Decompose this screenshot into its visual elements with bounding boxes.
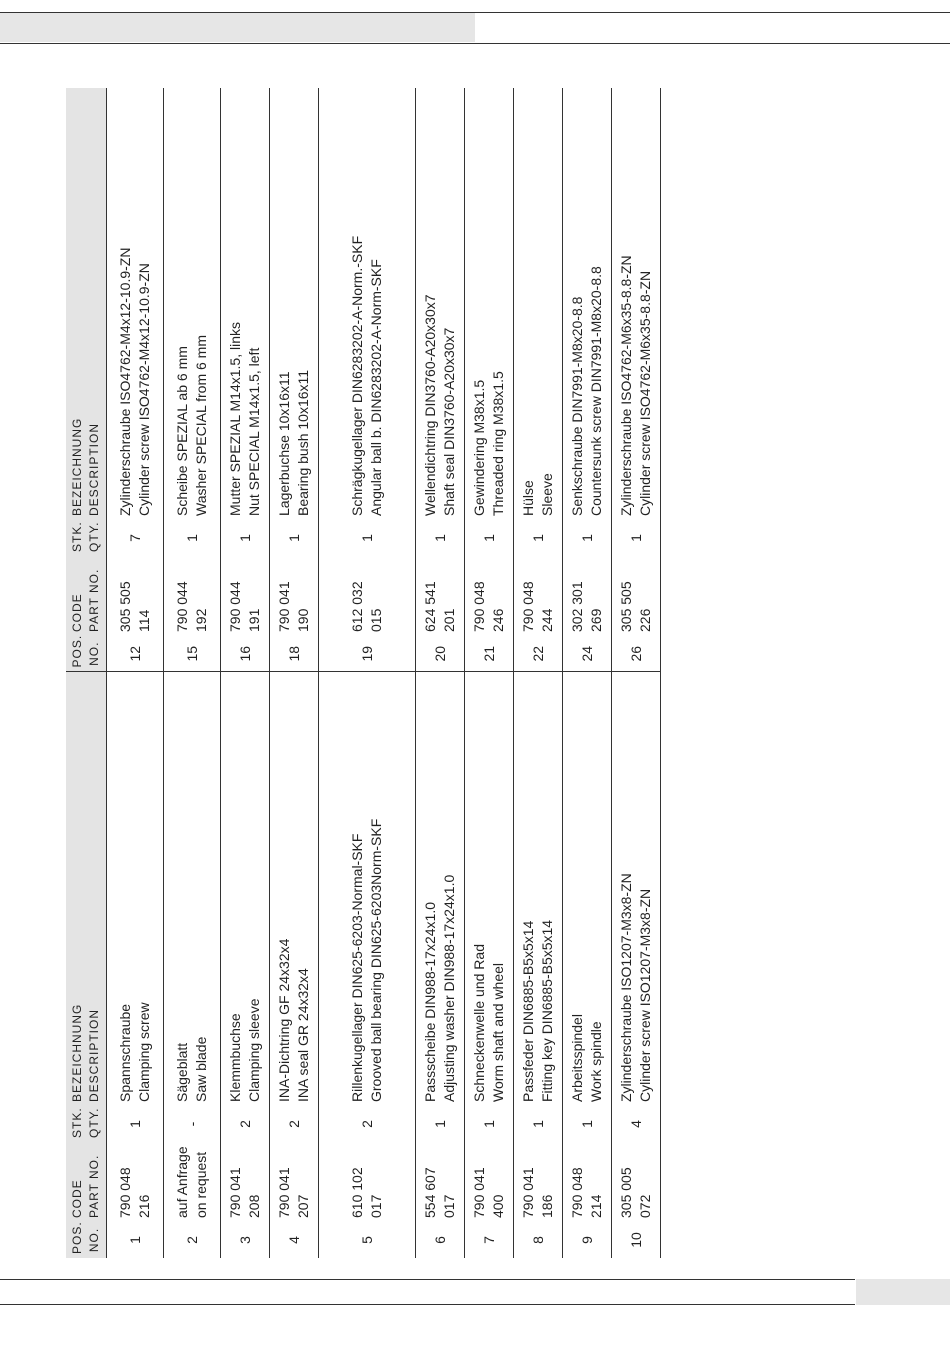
pos-cell: 5 (358, 1236, 375, 1244)
desc-cell: Senkschraube DIN7991-M8x20-8.8 Countersunk screw DIN7991-M8x20-8.8 (569, 266, 604, 516)
desc-cell: Passscheibe DIN988-17x24x1.0 Adjusting washer DIN988-17x24x1.0 (422, 874, 457, 1102)
qty-cell: 1 (358, 534, 375, 542)
code-cell: 790 041 186 (520, 1167, 555, 1218)
qty-cell: 1 (236, 534, 253, 542)
code-cell: 790 048 244 (520, 581, 555, 632)
col-desc-header-2: BEZEICHNUNG DESCRIPTION (66, 88, 107, 520)
code-cell: 624 541 201 (422, 581, 457, 632)
pos-cell: 1 (126, 1236, 143, 1244)
code-cell: 790 044 192 (174, 581, 209, 632)
qty-cell: 1 (480, 1120, 497, 1128)
table-row (416, 88, 465, 1258)
code-cell: 612 032 015 (349, 581, 384, 632)
table-row (563, 88, 612, 1258)
col-pos-header-2: POS. NO. (66, 636, 107, 672)
table-row (164, 88, 221, 1258)
qty-cell: 1 (431, 534, 448, 542)
desc-cell: Mutter SPEZIAL M14x1.5, links Nut SPECIAL M14x1.5, left (227, 322, 262, 516)
code-cell: 790 041 400 (471, 1167, 506, 1218)
pos-cell: 21 (465, 636, 514, 672)
desc-cell: Rillenkugellager DIN625-6203-Normal-SKF Grooved ball bearing DIN625-6203Norm-SKF (349, 818, 384, 1102)
qty-cell: 7 (126, 534, 143, 542)
col-qty-header-2: STK. QTY. (66, 520, 107, 556)
desc-cell: Scheibe SPEZIAL ab 6 mm Washer SPECIAL from 6 mm (174, 334, 209, 516)
qty-cell: 4 (627, 1120, 644, 1128)
qty-cell: 1 (431, 1120, 448, 1128)
desc-cell: Hülse Sleeve (520, 473, 555, 516)
pos-cell: 2 (183, 1236, 200, 1244)
desc-cell: INA-Dichtring GF 24x32x4 INA seal GR 24x32x4 (276, 938, 311, 1102)
code-cell: 790 048 216 (117, 1167, 152, 1218)
table-row (514, 88, 563, 1258)
code-cell: 790 041 208 (227, 1167, 262, 1218)
qty-cell: - (183, 1121, 200, 1127)
code-cell: auf Anfrage on request (174, 1146, 209, 1218)
pos-cell: 4 (285, 1236, 302, 1244)
qty-cell: 1 (183, 534, 200, 542)
qty-cell: 1 (285, 534, 302, 542)
parts-list (66, 88, 776, 1258)
footer-rule-top (0, 1279, 855, 1280)
pos-cell: 6 (431, 1236, 448, 1244)
col-qty-header: STK. QTY. (66, 1106, 107, 1142)
pos-cell: 15 (164, 636, 221, 672)
pos-cell: 12 (107, 636, 164, 672)
qty-cell: 1 (480, 534, 497, 542)
qty-cell: 2 (358, 1120, 375, 1128)
code-cell: 554 607 017 (422, 1167, 457, 1218)
desc-cell: Zylinderschraube ISO4762-M6x35-8.8-ZN Cylinder screw ISO4762-M6x35-8.8-ZN (618, 255, 653, 516)
table-header-row (66, 88, 107, 1258)
code-cell: 305 505 226 (618, 581, 653, 632)
pos-cell: 19 (319, 636, 416, 672)
pos-cell: 16 (221, 636, 270, 672)
code-cell: 790 041 207 (276, 1167, 311, 1218)
qty-cell: 1 (627, 534, 644, 542)
table-row (465, 88, 514, 1258)
pos-cell: 7 (480, 1236, 497, 1244)
desc-cell: Sägeblatt Saw blade (174, 1036, 209, 1102)
desc-cell: Schrägkugellager DIN6283202-A-Norm.-SKF Angular ball b. DIN6283202-A-Norm-SKF (349, 235, 384, 516)
pos-cell: 24 (563, 636, 612, 672)
col-pos-header: POS. NO. (66, 1222, 107, 1258)
footer-band (856, 1279, 950, 1305)
qty-cell: 2 (285, 1120, 302, 1128)
qty-cell: 1 (126, 1120, 143, 1128)
col-desc-header: BEZEICHNUNG DESCRIPTION (66, 672, 107, 1106)
code-cell: 305 005 072 (618, 1167, 653, 1218)
desc-cell: Passfeder DIN6885-B5x5x14 Fitting key DIN6885-B5x5x14 (520, 919, 555, 1102)
pos-cell: 26 (612, 636, 661, 672)
pos-cell: 3 (236, 1236, 253, 1244)
desc-cell: Arbeitsspindel Work spindle (569, 1014, 604, 1102)
table-row (270, 88, 319, 1258)
pos-cell: 9 (578, 1236, 595, 1244)
pos-cell: 10 (627, 1232, 644, 1248)
header-band (0, 13, 475, 42)
desc-cell: Spannschraube Clamping screw (117, 1002, 152, 1102)
qty-cell: 1 (578, 534, 595, 542)
col-code-header-2: CODE PART NO. (66, 556, 107, 636)
table-row (107, 88, 164, 1258)
code-cell: 610 102 017 (349, 1167, 384, 1218)
parts-table (66, 88, 661, 1258)
desc-cell: Klemmbuchse Clamping sleeve (227, 998, 262, 1102)
pos-cell: 18 (270, 636, 319, 672)
code-cell: 305 505 114 (117, 581, 152, 632)
table-row (221, 88, 270, 1258)
footer-rule-bottom (0, 1304, 855, 1305)
code-cell: 790 048 214 (569, 1167, 604, 1218)
qty-cell: 2 (236, 1120, 253, 1128)
desc-cell: Wellendichtring DIN3760-A20x30x7 Shaft seal DIN3760-A20x30x7 (422, 294, 457, 516)
desc-cell: Schneckenwelle und Rad Worm shaft and wheel (471, 944, 506, 1102)
code-cell: 302 301 269 (569, 581, 604, 632)
table-row (319, 88, 416, 1258)
pos-cell: 22 (514, 636, 563, 672)
pos-cell: 20 (416, 636, 465, 672)
code-cell: 790 041 190 (276, 581, 311, 632)
desc-cell: Gewindering M38x1.5 Threaded ring M38x1.5 (471, 371, 506, 516)
parts-table-rotated (66, 88, 776, 1258)
pos-cell: 8 (529, 1236, 546, 1244)
desc-cell: Zylinderschraube ISO4762-M4x12-10.9-ZN Cylinder screw ISO4762-M4x12-10.9-ZN (117, 247, 152, 516)
desc-cell: Zylinderschraube ISO1207-M3x8-ZN Cylinder screw ISO1207-M3x8-ZN (618, 873, 653, 1102)
header-rule-bottom (0, 43, 950, 44)
desc-cell: Lagerbuchse 10x16x11 Bearing bush 10x16x11 (276, 369, 311, 516)
qty-cell: 1 (529, 534, 546, 542)
code-cell: 790 044 191 (227, 581, 262, 632)
col-code-header: CODE PART NO. (66, 1142, 107, 1222)
code-cell: 790 048 246 (471, 581, 506, 632)
qty-cell: 1 (578, 1120, 595, 1128)
table-row (612, 88, 661, 1258)
qty-cell: 1 (529, 1120, 546, 1128)
